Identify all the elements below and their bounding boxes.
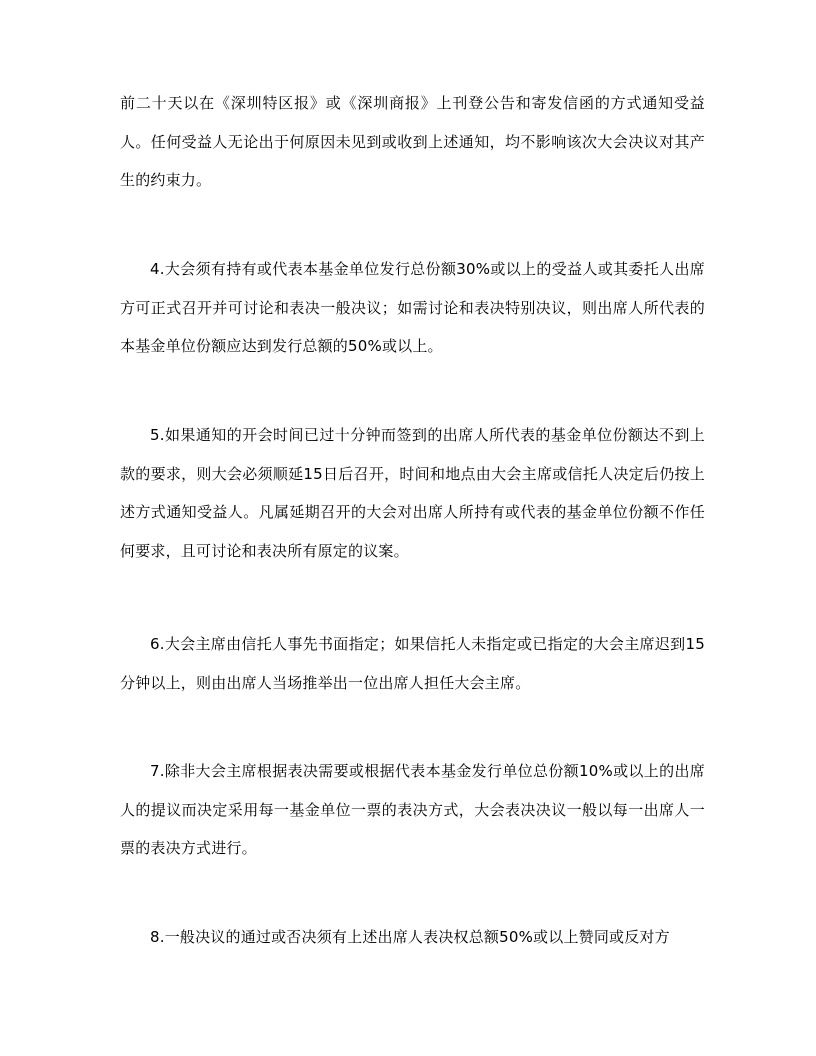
paragraph-item-4: 4.大会须有持有或代表本基金单位发行总份额30%或以上的受益人或其委托人出席方可正式召开并可讨论和表决一般决议；如需讨论和表决特别决议，则出席人所代表的本基金单位份额应达到发行总额的50%或以上。: [120, 260, 705, 355]
paragraph-item-5: 5.如果通知的开会时间已过十分钟而签到的出席人所代表的基金单位份额达不到上款的要求，则大会必须顺延15日后召开，时间和地点由大会主席或信托人决定后仍按上述方式通知受益人。凡属延期召开的大会对出席人所持有或代表的基金单位份额不作任何要求，且可讨论和表决所有原定的议案。: [120, 426, 705, 560]
paragraph-item-8: 8.一般决议的通过或否决须有上述出席人表决权总额50%或以上赞同或反对方: [150, 928, 670, 946]
paragraph-item-7: 7.除非大会主席根据表决需要或根据代表本基金发行单位总份额10%或以上的出席人的提议而决定采用每一基金单位一票的表决方式，大会表决决议一般以每一出席人一票的表决方式进行。: [120, 762, 705, 857]
paragraph-item-6: 6.大会主席由信托人事先书面指定；如果信托人未指定或已指定的大会主席迟到15分钟以上，则由出席人当场推举出一位出席人担任大会主席。: [120, 635, 705, 692]
paragraph-continuation: 前二十天以在《深圳特区报》或《深圳商报》上刊登公告和寄发信函的方式通知受益人。任何受益人无论出于何原因未见到或收到上述通知，均不影响该次大会决议对其产生的约束力。: [120, 94, 705, 189]
